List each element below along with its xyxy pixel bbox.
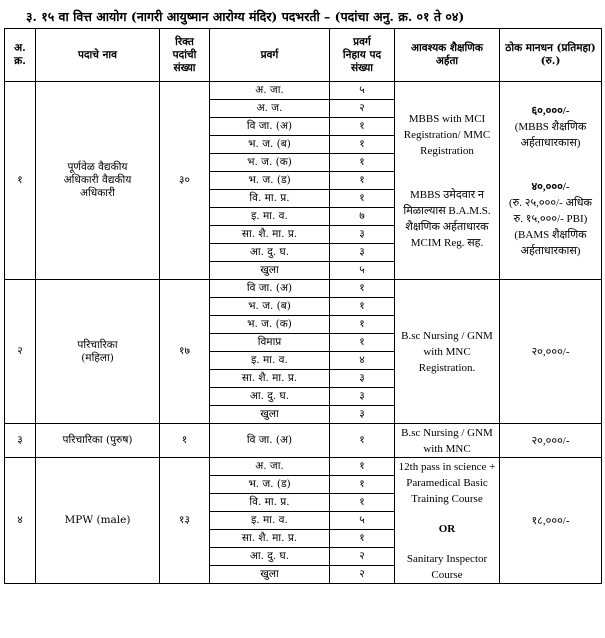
post-4-sr: ४	[5, 458, 36, 584]
category-count-cell: १	[330, 530, 395, 548]
category-count-cell: ५	[330, 262, 395, 280]
category-cell: भ. ज. (ड)	[210, 476, 330, 494]
category-cell: अ. ज.	[210, 100, 330, 118]
category-cell: वि जा. (अ)	[210, 118, 330, 136]
section-heading: ३. १५ वा वित्त आयोग (नागरी आयुष्मान आरोग्य मंदिर) पदभरती – (पदांचा अनु. क्र. ०१ ते ०४)	[26, 9, 465, 24]
category-count-cell: ३	[330, 388, 395, 406]
post-3-total: १	[160, 424, 210, 458]
category-cell: वि जा. (अ)	[210, 280, 330, 298]
category-cell: आ. दु. घ.	[210, 388, 330, 406]
header-row	[5, 29, 602, 82]
post-1-qualification-alternate: MBBS उमेदवार न मिळाल्यास B.A.M.S. शैक्षणिक अर्हताधारक MCIM Reg. सह.	[403, 188, 491, 249]
table-row	[5, 280, 602, 298]
category-cell: भ. ज. (ब)	[210, 298, 330, 316]
category-cell: भ. ज. (ड)	[210, 172, 330, 190]
category-cell: विमाप्र	[210, 334, 330, 352]
post-1-salary-alternate-note: (रु. २५,०००/- अधिक रु. १५,०००/- PBI) (BAMS शैक्षणिक अर्हताधारकास)	[508, 196, 593, 257]
post-2-total: १७	[160, 280, 210, 424]
post-4-total: १३	[160, 458, 210, 584]
category-count-cell: ४	[330, 352, 395, 370]
post-4-qualification-primary: 12th pass in science + Paramedical Basic Training Course	[398, 460, 496, 505]
category-count-cell: १	[330, 172, 395, 190]
category-cell: सा. शै. मा. प्र.	[210, 370, 330, 388]
header-category: प्रवर्ग	[210, 29, 330, 82]
table-row	[5, 82, 602, 100]
category-count-cell: १	[330, 190, 395, 208]
header-salary: ठोक मानधन (प्रतिमहा) (रु.)	[500, 29, 602, 82]
category-cell: सा. शै. मा. प्र.	[210, 226, 330, 244]
post-1-qualification	[395, 82, 500, 280]
post-2-sr: २	[5, 280, 36, 424]
category-count-cell: ३	[330, 406, 395, 424]
category-count-cell: ७	[330, 208, 395, 226]
post-4-qualification	[395, 458, 500, 584]
category-cell: आ. दु. घ.	[210, 548, 330, 566]
category-count-cell: २	[330, 566, 395, 584]
post-1-salary-primary-note: (MBBS शैक्षणिक अर्हताधारकास)	[514, 120, 587, 149]
category-count-cell: ३	[330, 226, 395, 244]
post-1-salary-primary-amount: ६०,०००/-	[531, 104, 570, 117]
post-3-qualification: B.sc Nursing / GNM with MNC	[395, 424, 500, 458]
category-count-cell: १	[330, 298, 395, 316]
table-row	[5, 424, 602, 458]
category-count-cell: २	[330, 100, 395, 118]
post-4-salary: १८,०००/-	[500, 458, 602, 584]
category-cell: खुला	[210, 406, 330, 424]
category-cell: सा. शै. मा. प्र.	[210, 530, 330, 548]
post-4-name: MPW (male)	[36, 458, 160, 584]
post-1-total: ३०	[160, 82, 210, 280]
category-count-cell: १	[330, 316, 395, 334]
vacancy-table	[4, 28, 602, 584]
category-cell: भ. ज. (क)	[210, 154, 330, 172]
header-qualification: आवश्यक शैक्षणिक अर्हता	[395, 29, 500, 82]
category-cell: आ. दु. घ.	[210, 244, 330, 262]
header-category-count: प्रवर्ग निहाय पद संख्या	[330, 29, 395, 82]
category-count-cell: १	[330, 424, 395, 458]
category-cell: भ. ज. (ब)	[210, 136, 330, 154]
category-cell: वि. मा. प्र.	[210, 494, 330, 512]
category-count-cell: १	[330, 476, 395, 494]
category-count-cell: १	[330, 458, 395, 476]
category-count-cell: ३	[330, 370, 395, 388]
post-1-qualification-primary: MBBS with MCI Registration/ MMC Registration	[403, 112, 491, 157]
category-cell: इ. मा. व.	[210, 352, 330, 370]
post-2-name: परिचारिका (महिला)	[36, 280, 160, 424]
post-3-salary: २०,०००/-	[500, 424, 602, 458]
category-count-cell: १	[330, 280, 395, 298]
category-count-cell: १	[330, 118, 395, 136]
category-count-cell: १	[330, 334, 395, 352]
post-4-qualification-or: OR	[438, 522, 456, 535]
category-count-cell: ५	[330, 512, 395, 530]
category-count-cell: १	[330, 154, 395, 172]
post-1-salary	[500, 82, 602, 280]
category-count-cell: ५	[330, 82, 395, 100]
post-1-name: पूर्णवेळ वैद्यकीय अधिकारी वैद्यकीय अधिकारी	[36, 82, 160, 280]
table-row	[5, 458, 602, 476]
header-sr: अ. क्र.	[5, 29, 36, 82]
category-count-cell: १	[330, 136, 395, 154]
category-count-cell: १	[330, 494, 395, 512]
category-cell: भ. ज. (क)	[210, 316, 330, 334]
header-post: पदाचे नाव	[36, 29, 160, 82]
category-cell: खुला	[210, 566, 330, 584]
category-cell: वि जा. (अ)	[210, 424, 330, 458]
category-cell: खुला	[210, 262, 330, 280]
category-count-cell: २	[330, 548, 395, 566]
category-cell: अ. जा.	[210, 458, 330, 476]
post-2-salary: २०,०००/-	[500, 280, 602, 424]
post-4-qualification-alternate: Sanitary Inspector Course	[406, 552, 488, 581]
header-vacancies: रिक्त पदांची संख्या	[160, 29, 210, 82]
category-cell: इ. मा. व.	[210, 512, 330, 530]
category-cell: वि. मा. प्र.	[210, 190, 330, 208]
post-3-sr: ३	[5, 424, 36, 458]
post-1-salary-alternate-amount: ४०,०००/-	[531, 180, 570, 193]
category-cell: अ. जा.	[210, 82, 330, 100]
post-2-qualification: B.sc Nursing / GNM with MNC Registration.	[395, 280, 500, 424]
post-1-sr: १	[5, 82, 36, 280]
category-cell: इ. मा. व.	[210, 208, 330, 226]
category-count-cell: ३	[330, 244, 395, 262]
post-3-name: परिचारिका (पुरुष)	[36, 424, 160, 458]
